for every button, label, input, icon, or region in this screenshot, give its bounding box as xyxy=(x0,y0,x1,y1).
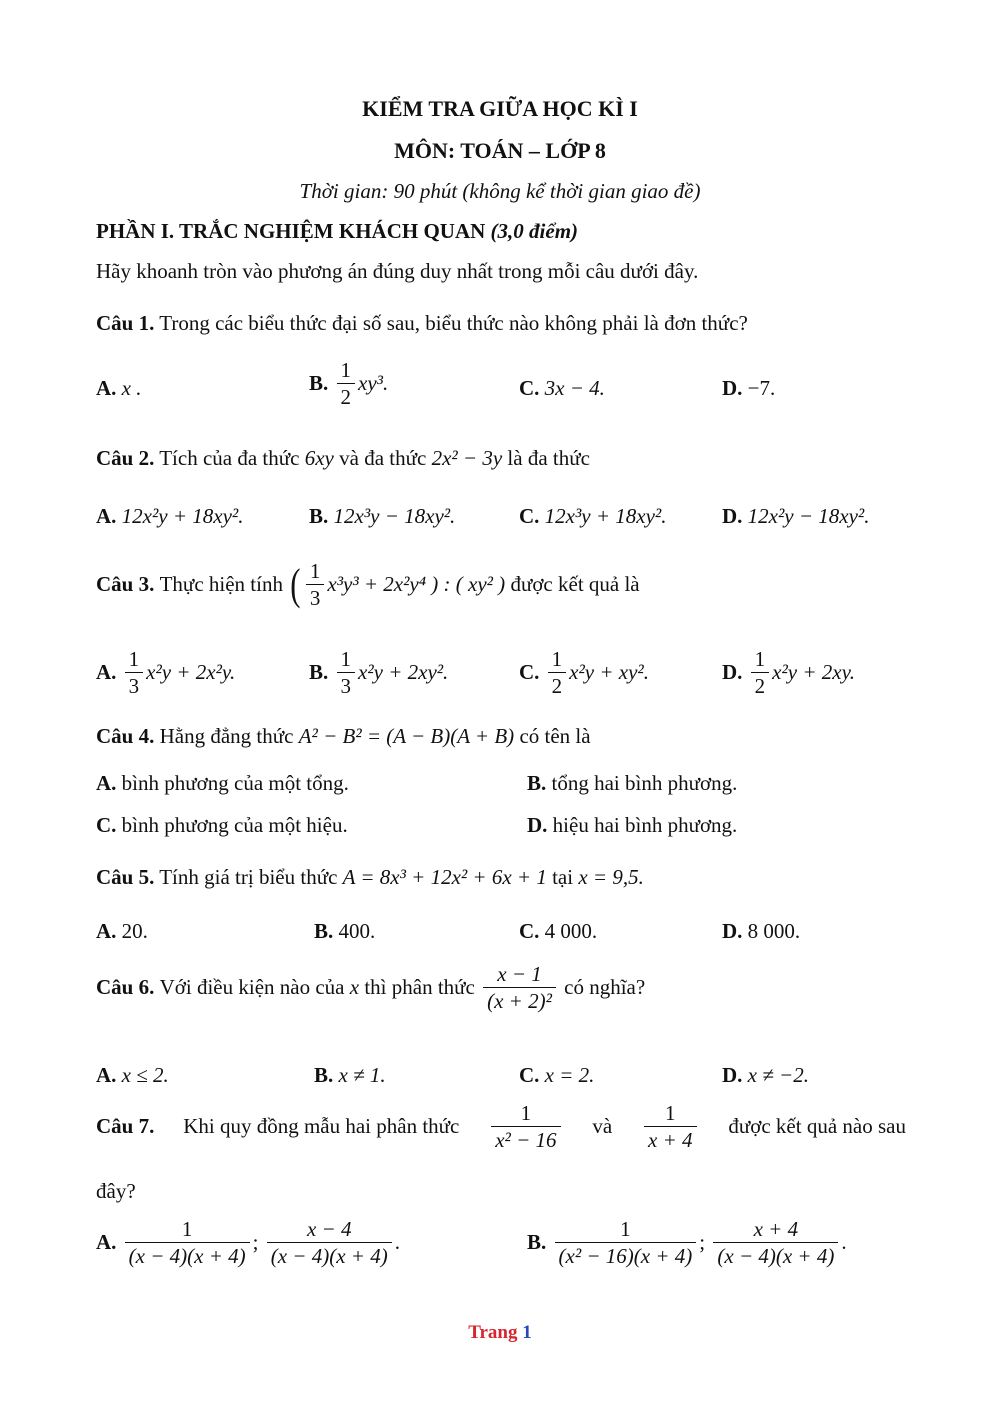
option-text: bình phương của một hiệu. xyxy=(121,813,348,837)
q6-option-b[interactable] xyxy=(314,1063,386,1088)
q6-option-a[interactable] xyxy=(96,1063,169,1088)
q1-option-c[interactable] xyxy=(519,376,605,401)
fraction: $\frac{x - 1}{\text{(x + 2)²}}$ xyxy=(483,963,556,1012)
question-text: Với điều kiện nào của xyxy=(159,975,345,1000)
q3-option-a[interactable] xyxy=(96,648,235,697)
question-text: Trong các biểu thức đại số sau, biểu thức nào không phải là đơn thức? xyxy=(159,311,748,335)
math-expr: 6xy xyxy=(304,446,334,470)
question-text: tại xyxy=(552,865,574,889)
option-letter: C. xyxy=(519,376,540,400)
question-2 xyxy=(96,446,590,471)
question-text: thì phân thức xyxy=(364,975,475,1000)
q4-option-a[interactable] xyxy=(96,771,349,796)
question-4 xyxy=(96,724,591,749)
exam-title: KIỂM TRA GIỮA HỌC KÌ I xyxy=(362,96,638,121)
option-letter: A. xyxy=(96,504,117,528)
option-letter: C. xyxy=(96,813,117,837)
option-letter: D. xyxy=(722,1063,743,1087)
fraction: $\frac{1}{\text{x² − 16}}$ xyxy=(491,1102,560,1151)
fraction: $\frac{1}{x + 4}$ xyxy=(644,1102,697,1151)
option-letter: A. xyxy=(96,1063,117,1087)
option-math: xy³. xyxy=(358,371,389,396)
question-text: Khi quy đồng mẫu hai phân thức xyxy=(183,1114,460,1139)
option-letter: B. xyxy=(309,371,329,396)
fraction: $\frac{1}{2}$ xyxy=(337,359,356,408)
option-letter: A. xyxy=(96,771,117,795)
option-letter: D. xyxy=(722,504,743,528)
fraction: $\frac{1}{3}$ xyxy=(306,560,325,609)
math-expr: x = 9,5. xyxy=(578,865,644,889)
q1-option-a[interactable] xyxy=(96,376,142,401)
option-math: x ≤ 2. xyxy=(121,1063,169,1087)
q6-option-d[interactable] xyxy=(722,1063,809,1088)
question-text: có tên là xyxy=(519,724,591,748)
question-text: và xyxy=(592,1114,613,1139)
question-5 xyxy=(96,865,644,890)
question-text: có nghĩa? xyxy=(564,975,646,1000)
q3-option-c[interactable] xyxy=(519,648,649,697)
option-text: tổng hai bình phương. xyxy=(551,771,738,795)
option-letter: D. xyxy=(722,919,743,943)
option-math: −7. xyxy=(747,376,776,400)
footer-word: Trang xyxy=(468,1322,518,1343)
question-3: Câu 3. Thực hiện tính ( $\frac{1}{3}$ x³y³ + 2x²y⁴ ) : ( xy² ) được kết quả là xyxy=(96,559,640,611)
page-footer xyxy=(0,1322,1000,1344)
section-heading xyxy=(96,219,578,244)
option-math: 12x³y + 18xy². xyxy=(544,504,667,528)
option-math: 12x²y + 18xy². xyxy=(121,504,244,528)
q4-option-c[interactable] xyxy=(96,813,348,838)
question-text: được kết quả là xyxy=(510,572,640,597)
question-1 xyxy=(96,311,748,336)
q4-option-d[interactable] xyxy=(527,813,737,838)
option-letter: C. xyxy=(519,504,540,528)
question-6 xyxy=(96,963,645,1012)
option-letter: A. xyxy=(96,376,117,400)
question-7-continued: đây? xyxy=(96,1179,136,1203)
q1-option-b[interactable] xyxy=(309,359,388,408)
question-label: Câu 2. xyxy=(96,446,155,470)
option-math: x . xyxy=(121,376,142,400)
q5-option-b[interactable] xyxy=(314,919,375,944)
fraction: $\frac{x + 4}{(x - 4)(x + 4)}$ xyxy=(713,1218,838,1267)
q1-option-d[interactable] xyxy=(722,376,775,401)
option-math: x ≠ 1. xyxy=(338,1063,386,1087)
question-label: Câu 5. xyxy=(96,865,155,889)
option-letter: C. xyxy=(519,919,540,943)
option-letter: D. xyxy=(527,813,548,837)
option-letter: B. xyxy=(314,919,334,943)
question-label: Câu 7. xyxy=(96,1114,155,1139)
option-letter: A. xyxy=(96,1230,117,1255)
q2-option-a[interactable] xyxy=(96,504,243,529)
option-math: 12x³y − 18xy². xyxy=(333,504,456,528)
option-letter: A. xyxy=(96,919,117,943)
page-number: 1 xyxy=(522,1322,532,1343)
math-expr: 2x² − 3y xyxy=(431,446,503,470)
fraction: $\frac{x - 4}{(x - 4)(x + 4)}$ xyxy=(267,1218,392,1267)
exam-subject: MÔN: TOÁN – LỚP 8 xyxy=(394,138,606,163)
option-letter: D. xyxy=(722,660,743,685)
option-math: 8 000. xyxy=(747,919,801,943)
math-expr: A = 8x³ + 12x² + 6x + 1 xyxy=(342,865,547,889)
question-text: được kết quả nào sau xyxy=(728,1114,906,1139)
q5-option-c[interactable] xyxy=(519,919,597,944)
option-math: 400. xyxy=(338,919,376,943)
fraction: $\frac{1}{2}$ xyxy=(548,648,567,697)
q3-option-b[interactable] xyxy=(309,648,448,697)
fraction: $\frac{1}{\text{(x² − 16)(x + 4)}}$ xyxy=(555,1218,697,1267)
option-letter: C. xyxy=(519,660,540,685)
math-expr: x³y³ + 2x²y⁴ ) : ( xy² ) xyxy=(327,572,506,597)
q5-option-a[interactable] xyxy=(96,919,148,944)
option-letter: B. xyxy=(527,1230,547,1255)
option-math: x²y + 2xy. xyxy=(772,660,856,685)
fraction: $\frac{1}{3}$ xyxy=(125,648,144,697)
question-text: là đa thức xyxy=(507,446,590,470)
question-label: Câu 3. xyxy=(96,572,155,597)
question-label: Câu 1. xyxy=(96,311,155,335)
q7-option-b[interactable]: B. $\frac{1}{\text{(x² − 16)(x + 4)}}$ ; $\frac{x + 4}{(x - 4)(x + 4)}$ . xyxy=(527,1217,847,1269)
section-points: (3,0 điểm) xyxy=(490,219,579,243)
option-letter: B. xyxy=(309,504,329,528)
fraction: $\frac{1}{2}$ xyxy=(751,648,770,697)
q2-option-c[interactable] xyxy=(519,504,666,529)
exam-time: Thời gian: 90 phút (không kể thời gian giao đề) xyxy=(299,179,701,203)
question-text: Tính giá trị biểu thức xyxy=(159,865,338,889)
option-math: 20. xyxy=(121,919,148,943)
q6-option-c[interactable] xyxy=(519,1063,594,1088)
q3-option-d[interactable] xyxy=(722,648,855,697)
fraction: $\frac{1}{(x - 4)(x + 4)}$ xyxy=(125,1218,250,1267)
option-letter: A. xyxy=(96,660,117,685)
option-math: x = 2. xyxy=(544,1063,595,1087)
question-text: Thực hiện tính xyxy=(159,572,283,597)
q5-option-d[interactable] xyxy=(722,919,800,944)
option-math: 3x − 4. xyxy=(544,376,605,400)
question-7 xyxy=(96,1102,906,1151)
option-math: x²y + 2xy². xyxy=(358,660,449,685)
section-instruction: Hãy khoanh tròn vào phương án đúng duy nhất trong mỗi câu dưới đây. xyxy=(96,259,699,283)
question-text: Hằng đẳng thức xyxy=(159,724,294,748)
q7-option-a[interactable]: A. $\frac{1}{(x - 4)(x + 4)}$ ; $\frac{x - 4}{(x - 4)(x + 4)}$ . xyxy=(96,1217,400,1269)
q2-option-b[interactable] xyxy=(309,504,455,529)
option-letter: D. xyxy=(722,376,743,400)
question-text: Tích của đa thức xyxy=(159,446,300,470)
math-expr: x xyxy=(349,975,360,1000)
fraction: $\frac{1}{3}$ xyxy=(337,648,356,697)
option-math: 12x²y − 18xy². xyxy=(747,504,870,528)
option-text: hiệu hai bình phương. xyxy=(552,813,738,837)
option-math: 4 000. xyxy=(544,919,598,943)
option-text: bình phương của một tổng. xyxy=(121,771,349,795)
option-math: x ≠ −2. xyxy=(747,1063,809,1087)
option-letter: B. xyxy=(314,1063,334,1087)
q4-option-b[interactable] xyxy=(527,771,737,796)
option-math: x²y + xy². xyxy=(569,660,649,685)
option-letter: B. xyxy=(527,771,547,795)
q2-option-d[interactable] xyxy=(722,504,869,529)
question-text: và đa thức xyxy=(339,446,427,470)
option-letter: B. xyxy=(309,660,329,685)
question-label: Câu 6. xyxy=(96,975,155,1000)
option-math: x²y + 2x²y. xyxy=(146,660,236,685)
math-expr: A² − B² = (A − B)(A + B) xyxy=(298,724,515,748)
section-title: PHẦN I. TRẮC NGHIỆM KHÁCH QUAN xyxy=(96,219,486,243)
option-letter: C. xyxy=(519,1063,540,1087)
question-label: Câu 4. xyxy=(96,724,155,748)
